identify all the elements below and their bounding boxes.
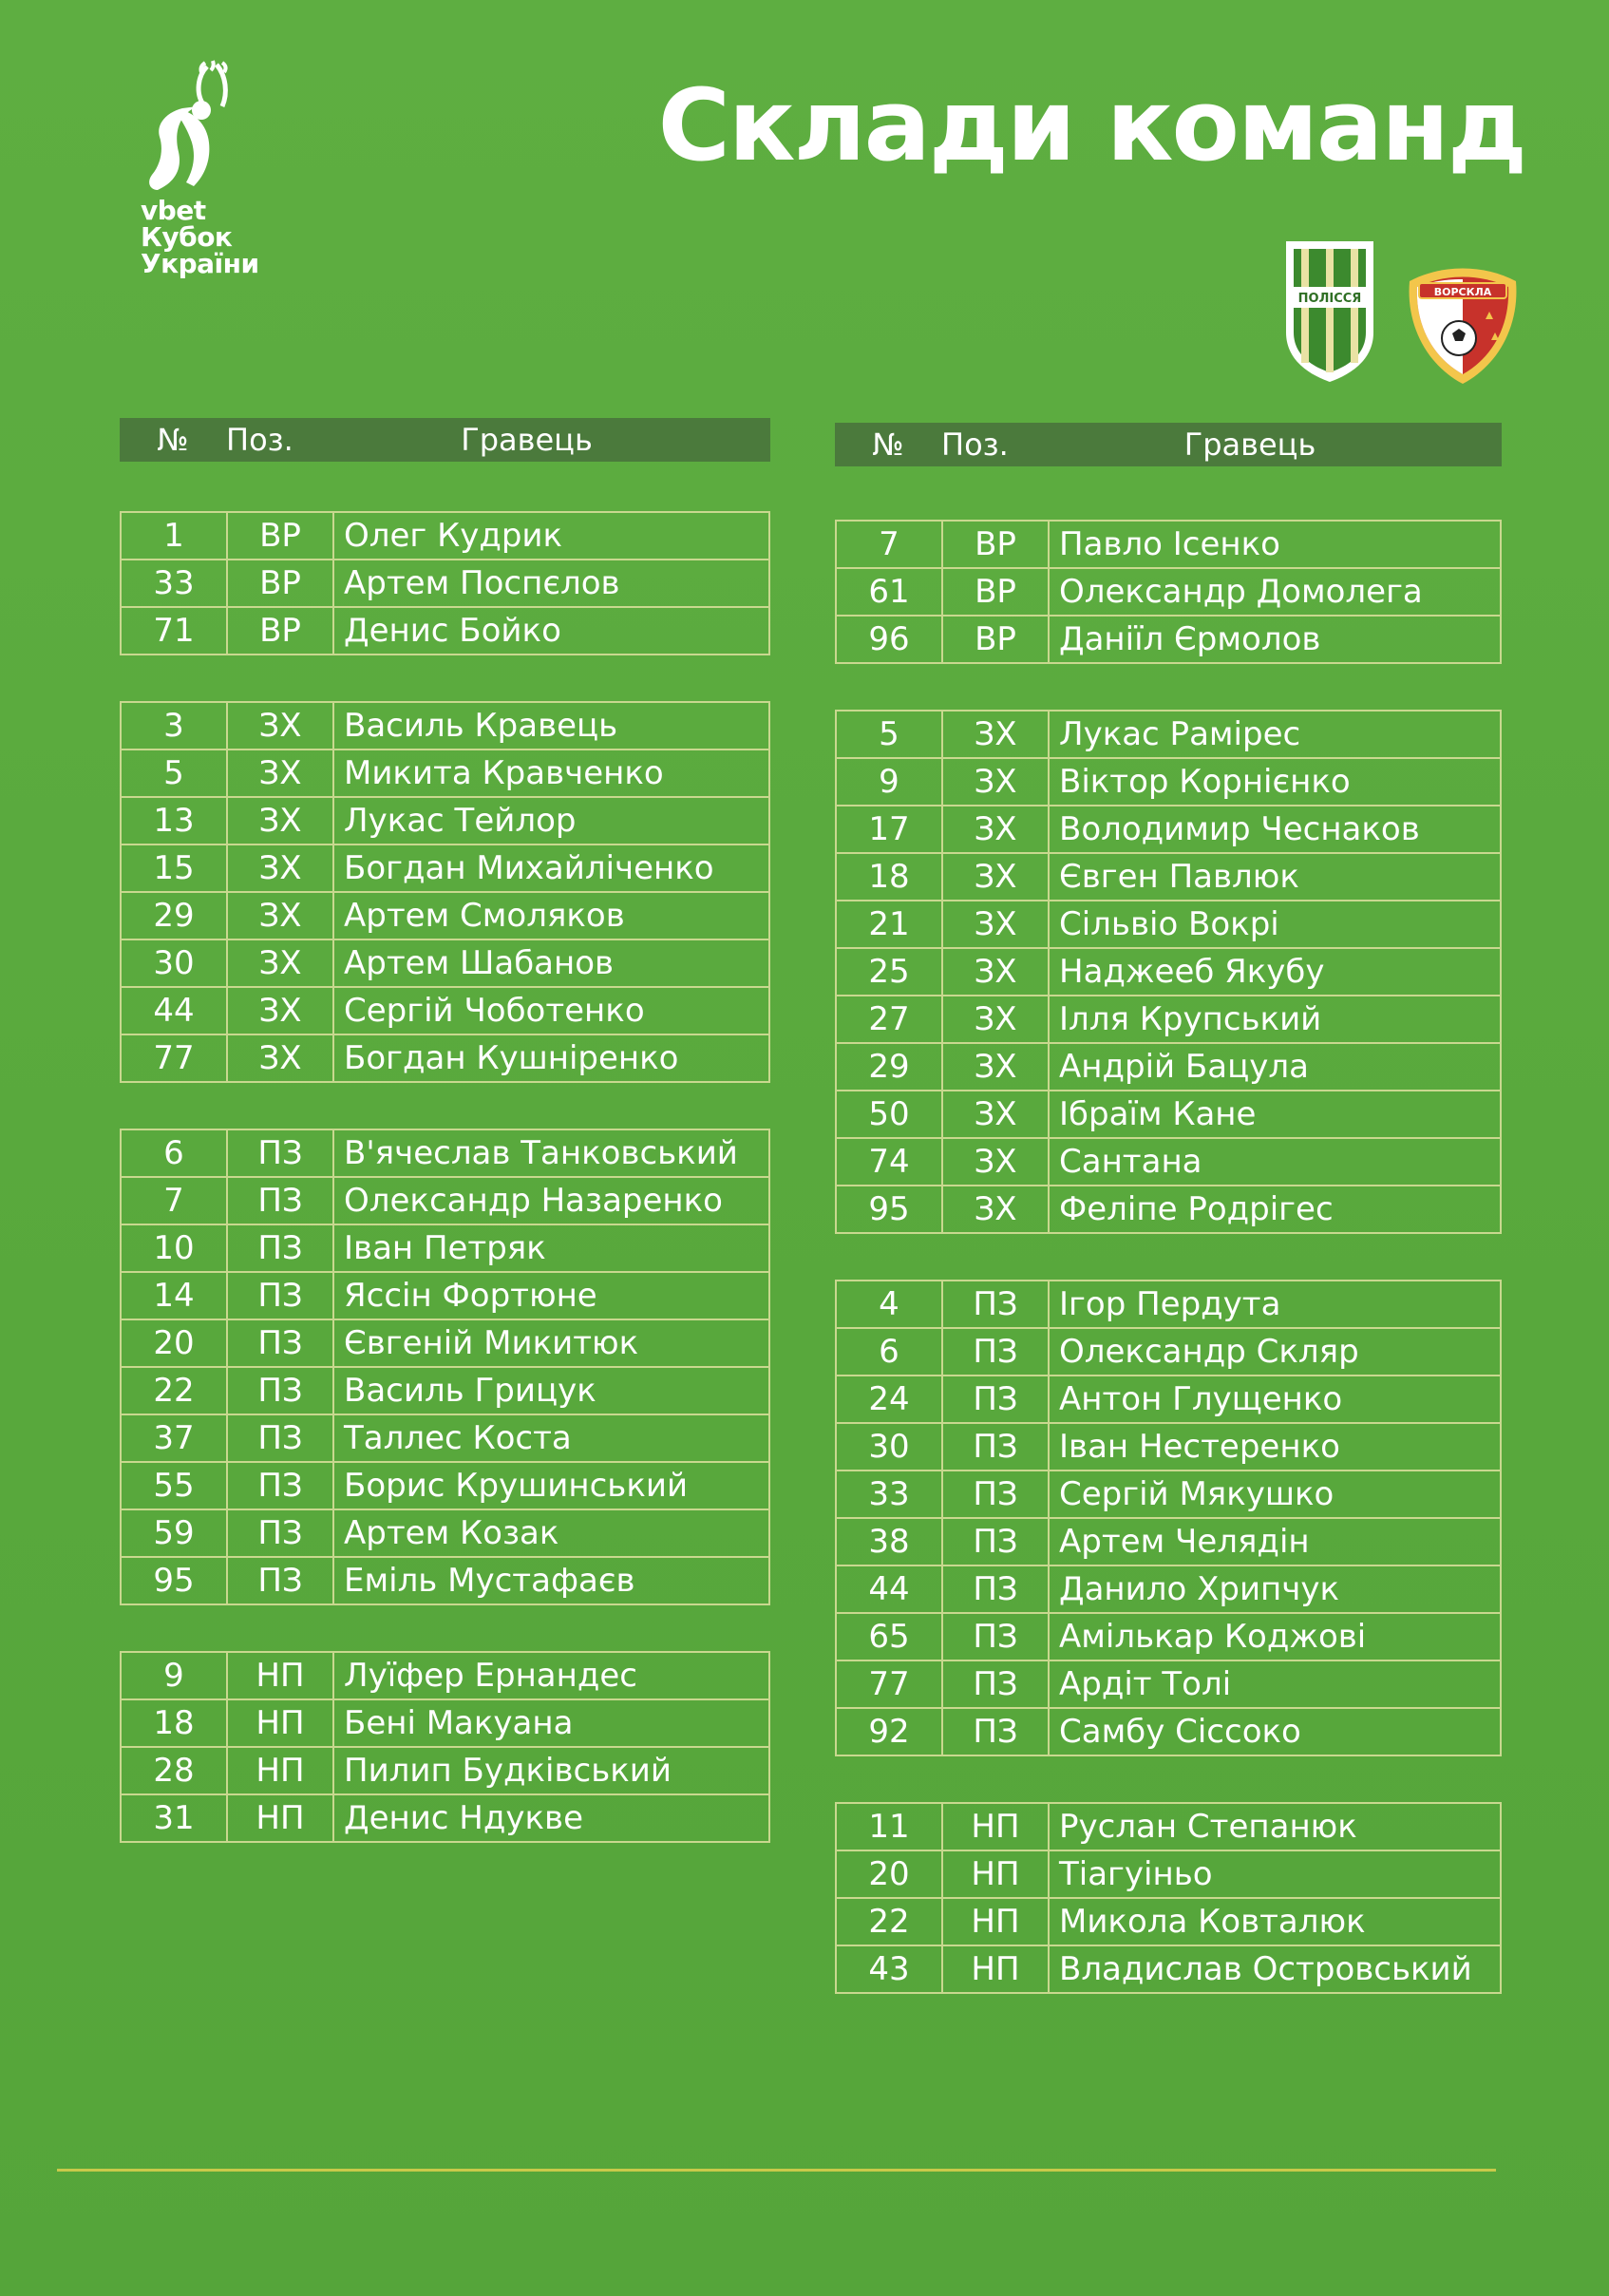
team-left-table: [120, 418, 770, 1843]
player-number: 22: [122, 1368, 228, 1414]
position-group: [120, 1651, 770, 1843]
player-number: 25: [837, 949, 943, 995]
player-name: Амількар Коджові: [1059, 1618, 1367, 1656]
player-position: НП: [943, 1851, 1050, 1897]
player-number: 96: [837, 617, 943, 662]
player-position: ПЗ: [228, 1368, 334, 1414]
table-row: [837, 1851, 1500, 1899]
player-name: Андрій Бацула: [1059, 1048, 1309, 1086]
player-name: Сергій Мякушко: [1059, 1475, 1335, 1513]
position-group: [835, 520, 1502, 664]
player-position: ВР: [228, 560, 334, 606]
table-row: [122, 1795, 768, 1843]
table-row: [837, 1946, 1500, 1994]
player-position: ЗХ: [228, 750, 334, 796]
player-number: 14: [122, 1273, 228, 1319]
player-name: В'ячеслав Танковський: [344, 1134, 738, 1172]
player-position: ПЗ: [943, 1424, 1050, 1470]
player-name: Руслан Степанюк: [1059, 1808, 1357, 1846]
player-name: Ігор Пердута: [1059, 1285, 1281, 1323]
player-number: 43: [837, 1946, 943, 1992]
player-position: ЗХ: [943, 759, 1050, 805]
player-position: ПЗ: [943, 1376, 1050, 1422]
player-position: ПЗ: [943, 1281, 1050, 1327]
player-position: ЗХ: [943, 806, 1050, 852]
table-row: [122, 1510, 768, 1558]
table-row: [837, 854, 1500, 901]
player-name: Еміль Мустафаєв: [344, 1562, 635, 1600]
table-row: [837, 1661, 1500, 1709]
player-name: Ібраїм Кане: [1059, 1095, 1257, 1133]
player-number: 95: [837, 1186, 943, 1232]
player-name: Микола Ковталюк: [1059, 1903, 1366, 1941]
table-row: [837, 712, 1500, 759]
player-position: ВР: [943, 522, 1050, 567]
header-player: Гравець: [461, 422, 593, 458]
player-number: 20: [122, 1320, 228, 1366]
table-row: [837, 1281, 1500, 1329]
player-position: ПЗ: [228, 1225, 334, 1271]
player-position: ПЗ: [943, 1519, 1050, 1565]
table-row: [122, 513, 768, 560]
player-number: 30: [837, 1424, 943, 1470]
table-row: [122, 1273, 768, 1320]
cup-logo: [84, 57, 302, 304]
player-number: 1: [122, 513, 228, 559]
position-group: [120, 701, 770, 1083]
polissya-crest-icon: [1282, 237, 1377, 385]
player-position: ЗХ: [943, 1044, 1050, 1090]
player-position: ЗХ: [943, 996, 1050, 1042]
player-number: 6: [837, 1329, 943, 1375]
player-name: Ардіт Толі: [1059, 1665, 1232, 1703]
player-name: Самбу Сіссоко: [1059, 1713, 1301, 1751]
player-name: Артем Козак: [344, 1514, 559, 1552]
player-number: 5: [837, 712, 943, 757]
vorskla-crest-icon: [1404, 258, 1522, 388]
player-number: 61: [837, 569, 943, 615]
table-row: [837, 1091, 1500, 1139]
player-name: Віктор Корнієнко: [1059, 763, 1351, 801]
player-name: Денис Ндукве: [344, 1799, 583, 1837]
table-row: [837, 1614, 1500, 1661]
table-row: [122, 1368, 768, 1415]
player-number: 92: [837, 1709, 943, 1755]
player-name: Таллес Коста: [344, 1419, 572, 1457]
player-number: 55: [122, 1463, 228, 1509]
player-position: ПЗ: [228, 1558, 334, 1603]
table-row: [122, 1130, 768, 1178]
table-row: [837, 1186, 1500, 1234]
player-name: Яссін Фортюне: [344, 1277, 597, 1315]
header-position: Поз.: [941, 427, 1009, 463]
table-header: [835, 423, 1502, 466]
player-name: Микита Кравченко: [344, 754, 664, 792]
table-row: [122, 798, 768, 845]
bottom-divider: [57, 2169, 1496, 2172]
player-position: ЗХ: [943, 712, 1050, 757]
player-name: Артем Поспєлов: [344, 564, 620, 602]
table-row: [122, 940, 768, 988]
position-group: [835, 1280, 1502, 1756]
header-player: Гравець: [1183, 427, 1316, 463]
player-name: Богдан Кушніренко: [344, 1039, 679, 1077]
table-row: [122, 1035, 768, 1083]
player-position: ПЗ: [943, 1471, 1050, 1517]
logo-line-2: Кубок: [141, 221, 233, 253]
player-position: ЗХ: [943, 901, 1050, 947]
table-row: [122, 750, 768, 798]
player-name: Борис Крушинський: [344, 1467, 689, 1505]
player-name: Ілля Крупський: [1059, 1000, 1322, 1038]
player-number: 38: [837, 1519, 943, 1565]
player-position: ЗХ: [228, 988, 334, 1034]
player-number: 74: [837, 1139, 943, 1185]
player-position: ПЗ: [943, 1709, 1050, 1755]
player-position: ВР: [943, 617, 1050, 662]
player-number: 10: [122, 1225, 228, 1271]
player-number: 44: [122, 988, 228, 1034]
header-number: №: [872, 427, 904, 463]
player-number: 21: [837, 901, 943, 947]
cup-logo-text: [141, 195, 259, 279]
table-row: [122, 1653, 768, 1700]
player-position: ВР: [228, 513, 334, 559]
player-name: Володимир Чеснаков: [1059, 810, 1420, 848]
table-row: [837, 759, 1500, 806]
player-position: ЗХ: [228, 798, 334, 844]
player-position: ЗХ: [228, 703, 334, 749]
player-position: ЗХ: [943, 1139, 1050, 1185]
player-name: Сантана: [1059, 1143, 1202, 1181]
player-name: Артем Челядін: [1059, 1523, 1310, 1561]
player-position: ПЗ: [228, 1178, 334, 1224]
table-row: [837, 522, 1500, 569]
player-name: Олександр Скляр: [1059, 1333, 1359, 1371]
player-name: Євген Павлюк: [1059, 858, 1299, 896]
player-position: ВР: [943, 569, 1050, 615]
table-row: [122, 1178, 768, 1225]
player-number: 44: [837, 1566, 943, 1612]
player-name: Павло Ісенко: [1059, 525, 1280, 563]
player-position: ЗХ: [943, 949, 1050, 995]
table-row: [837, 901, 1500, 949]
team-right-table: [835, 423, 1502, 1994]
table-row: [837, 569, 1500, 617]
player-position: НП: [228, 1748, 334, 1793]
player-number: 9: [122, 1653, 228, 1698]
player-name: Василь Грицук: [344, 1372, 596, 1410]
table-row: [837, 1899, 1500, 1946]
player-name: Денис Бойко: [344, 612, 561, 650]
player-name: Олег Кудрик: [344, 517, 563, 555]
logo-line-3: України: [141, 248, 259, 279]
player-position: НП: [943, 1899, 1050, 1945]
table-row: [837, 1471, 1500, 1519]
player-name: Антон Глущенко: [1059, 1380, 1343, 1418]
table-row: [122, 1748, 768, 1795]
player-name: Євгеній Микитюк: [344, 1324, 639, 1362]
player-number: 11: [837, 1804, 943, 1850]
table-row: [122, 1320, 768, 1368]
player-number: 7: [837, 522, 943, 567]
table-row: [122, 1700, 768, 1748]
player-position: ПЗ: [228, 1130, 334, 1176]
table-row: [837, 806, 1500, 854]
player-name: Олександр Домолега: [1059, 573, 1423, 611]
player-position: ЗХ: [228, 1035, 334, 1081]
player-position: ЗХ: [943, 854, 1050, 900]
player-position: НП: [228, 1653, 334, 1698]
table-row: [837, 1044, 1500, 1091]
player-number: 24: [837, 1376, 943, 1422]
player-name: Іван Нестеренко: [1059, 1428, 1340, 1466]
table-row: [837, 949, 1500, 996]
table-row: [122, 893, 768, 940]
player-name: Сільвіо Вокрі: [1059, 905, 1279, 943]
player-name: Луїфер Ернандес: [344, 1657, 637, 1695]
player-position: ПЗ: [228, 1320, 334, 1366]
player-number: 31: [122, 1795, 228, 1841]
player-number: 5: [122, 750, 228, 796]
table-row: [837, 617, 1500, 664]
table-row: [837, 1566, 1500, 1614]
player-name: Бені Макуана: [344, 1704, 574, 1742]
player-name: Василь Кравець: [344, 707, 618, 745]
player-number: 30: [122, 940, 228, 986]
player-name: Іван Петряк: [344, 1229, 546, 1267]
vorskla-crest-text: ВОРСКЛА: [1433, 286, 1492, 298]
team-left-groups: [120, 511, 770, 1843]
header-position: Поз.: [226, 422, 293, 458]
player-number: 7: [122, 1178, 228, 1224]
player-name: Артем Шабанов: [344, 944, 615, 982]
player-position: ПЗ: [228, 1510, 334, 1556]
header-number: №: [157, 422, 189, 458]
player-position: НП: [228, 1795, 334, 1841]
player-number: 77: [837, 1661, 943, 1707]
table-row: [837, 1519, 1500, 1566]
player-number: 50: [837, 1091, 943, 1137]
table-header: [120, 418, 770, 462]
player-number: 95: [122, 1558, 228, 1603]
player-position: ПЗ: [943, 1614, 1050, 1660]
player-name: Тіагуіньо: [1059, 1855, 1213, 1893]
player-name: Владислав Островський: [1059, 1950, 1472, 1988]
player-name: Артем Смоляков: [344, 897, 625, 935]
team-right-groups: [835, 520, 1502, 1994]
player-number: 27: [837, 996, 943, 1042]
player-number: 13: [122, 798, 228, 844]
position-group: [120, 511, 770, 655]
player-number: 77: [122, 1035, 228, 1081]
player-number: 9: [837, 759, 943, 805]
table-row: [837, 1424, 1500, 1471]
player-name: Феліпе Родрігес: [1059, 1190, 1334, 1228]
player-number: 15: [122, 845, 228, 891]
player-number: 71: [122, 608, 228, 654]
player-position: НП: [943, 1946, 1050, 1992]
table-row: [122, 703, 768, 750]
table-row: [837, 1804, 1500, 1851]
player-position: НП: [228, 1700, 334, 1746]
player-position: ЗХ: [943, 1091, 1050, 1137]
player-number: 59: [122, 1510, 228, 1556]
table-row: [122, 845, 768, 893]
table-row: [122, 1463, 768, 1510]
player-name: Лукас Рамірес: [1059, 715, 1301, 753]
table-row: [837, 1376, 1500, 1424]
page-title: Склади команд: [657, 67, 1525, 183]
position-group: [835, 1802, 1502, 1994]
player-number: 18: [837, 854, 943, 900]
player-number: 6: [122, 1130, 228, 1176]
player-number: 20: [837, 1851, 943, 1897]
player-position: ПЗ: [943, 1661, 1050, 1707]
player-position: ЗХ: [943, 1186, 1050, 1232]
player-position: ЗХ: [228, 845, 334, 891]
player-number: 28: [122, 1748, 228, 1793]
player-number: 33: [122, 560, 228, 606]
player-position: ПЗ: [943, 1566, 1050, 1612]
player-position: ПЗ: [943, 1329, 1050, 1375]
player-number: 33: [837, 1471, 943, 1517]
table-row: [837, 1139, 1500, 1186]
table-row: [837, 1709, 1500, 1756]
player-position: ПЗ: [228, 1415, 334, 1461]
table-row: [122, 1558, 768, 1605]
player-name: Лукас Тейлор: [344, 802, 577, 840]
position-group: [835, 710, 1502, 1234]
table-row: [837, 1329, 1500, 1376]
player-name: Сергій Чоботенко: [344, 992, 645, 1030]
player-name: Даніїл Єрмолов: [1059, 620, 1321, 658]
player-number: 37: [122, 1415, 228, 1461]
player-number: 29: [122, 893, 228, 939]
table-row: [122, 988, 768, 1035]
polissya-crest-text: ПОЛІССЯ: [1297, 292, 1362, 306]
player-number: 3: [122, 703, 228, 749]
laurel-figure-icon: [84, 57, 302, 199]
player-number: 4: [837, 1281, 943, 1327]
table-row: [122, 608, 768, 655]
player-position: НП: [943, 1804, 1050, 1850]
player-position: ЗХ: [228, 893, 334, 939]
player-number: 22: [837, 1899, 943, 1945]
player-name: Богдан Михайліченко: [344, 849, 714, 887]
player-position: ЗХ: [228, 940, 334, 986]
player-position: ПЗ: [228, 1463, 334, 1509]
table-row: [122, 1225, 768, 1273]
player-position: ПЗ: [228, 1273, 334, 1319]
player-position: ВР: [228, 608, 334, 654]
player-name: Олександр Назаренко: [344, 1182, 723, 1220]
player-number: 18: [122, 1700, 228, 1746]
player-number: 29: [837, 1044, 943, 1090]
player-number: 65: [837, 1614, 943, 1660]
table-row: [837, 996, 1500, 1044]
player-name: Пилип Будківський: [344, 1752, 672, 1790]
player-name: Наджееб Якубу: [1059, 953, 1325, 991]
player-number: 17: [837, 806, 943, 852]
position-group: [120, 1129, 770, 1605]
logo-line-1: vbet: [141, 195, 206, 226]
player-name: Данило Хрипчук: [1059, 1570, 1340, 1608]
table-row: [122, 1415, 768, 1463]
table-row: [122, 560, 768, 608]
